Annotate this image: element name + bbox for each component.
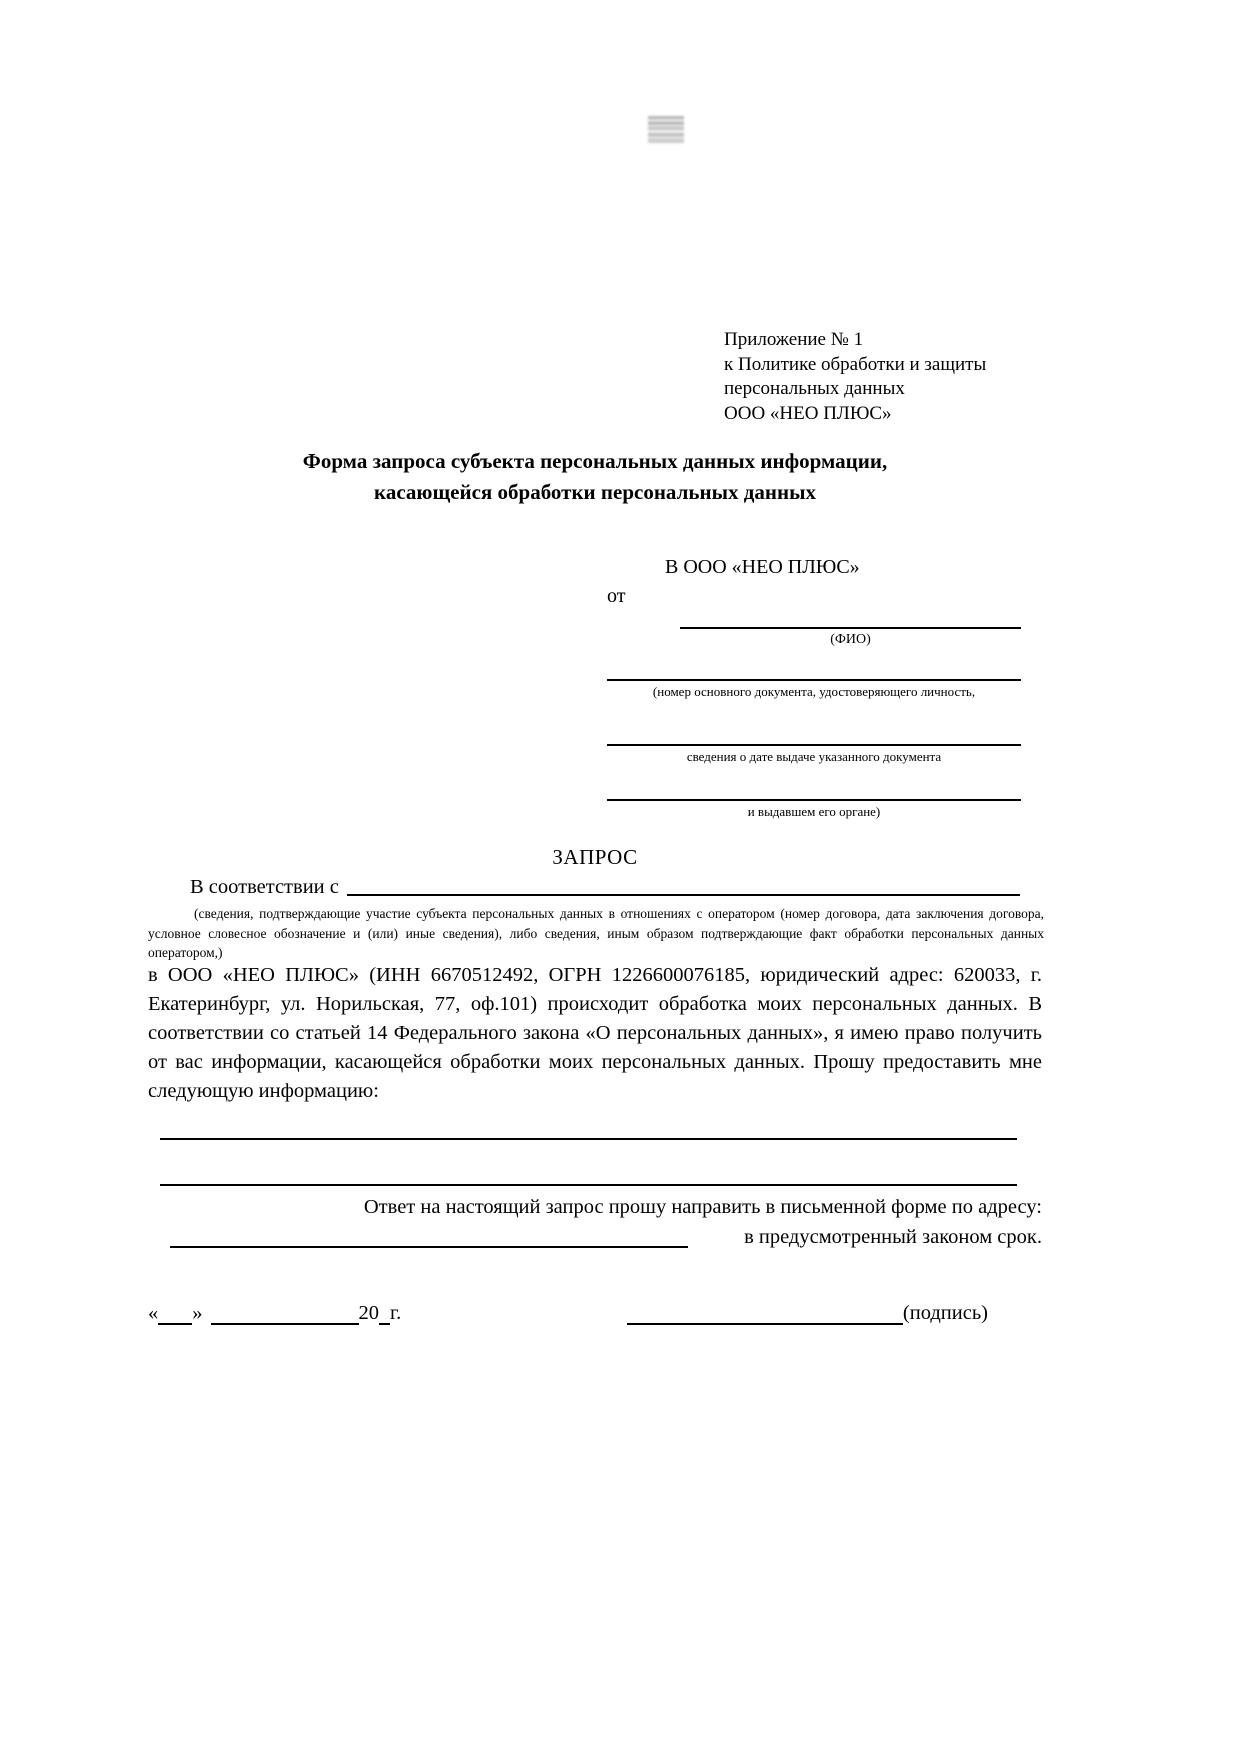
date-field xyxy=(148,1302,401,1325)
appendix-line: Приложение № 1 xyxy=(724,329,864,350)
appendix-block xyxy=(724,328,986,426)
addressee-block xyxy=(607,556,1021,820)
document-number-blank-line xyxy=(607,658,1021,681)
document-title-line2: касающейся обработки персональных данных xyxy=(374,480,816,504)
issuer-caption: и выдавшем его органе) xyxy=(747,804,881,819)
signature-row xyxy=(148,1302,988,1325)
document-title-line1: Форма запроса субъекта персональных данных информации, xyxy=(302,449,888,473)
blurred-logo-image xyxy=(648,116,684,143)
fio-blank-line xyxy=(680,609,1021,629)
answer-tail-text: в предусмотренный законом срок. xyxy=(744,1226,1042,1248)
issue-date-blank-line xyxy=(607,723,1021,746)
signature-field xyxy=(627,1302,988,1325)
year-blank-line xyxy=(379,1303,390,1325)
document-number-caption: (номер основного документа, удостоверяющего личность, xyxy=(652,684,976,699)
document-title xyxy=(148,446,1042,508)
addressee-to: В ООО «НЕО ПЛЮС» xyxy=(665,556,860,578)
answer-address-row xyxy=(148,1222,1042,1252)
information-blank-line-2 xyxy=(160,1184,1017,1186)
day-blank-line xyxy=(158,1303,192,1325)
appendix-line: персональных данных xyxy=(724,378,905,399)
request-intro-blank-line xyxy=(347,894,1020,896)
month-blank-line xyxy=(211,1303,359,1325)
issue-date-caption: сведения о дате выдаче указанного документа xyxy=(686,749,942,764)
request-heading: ЗАПРОС xyxy=(552,845,638,869)
request-intro-row xyxy=(148,876,1020,899)
request-footnote: (сведения, подтверждающие участие субъекта персональных данных в отношениях с оператором (номер договора, дата заключения договора, условное словесное обозначение и (или) иные сведения), либо сведения, иным образом подтверждающие факт обработки персональных данных оператором,) xyxy=(148,906,1044,960)
year-suffix: г. xyxy=(390,1302,402,1324)
appendix-line: ООО «НЕО ПЛЮС» xyxy=(724,402,892,424)
quote-open: « xyxy=(148,1302,159,1324)
information-blank-line-1 xyxy=(160,1138,1017,1140)
appendix-line: к Политике обработки и защиты xyxy=(724,353,987,375)
issuer-blank-line xyxy=(607,778,1021,801)
address-blank-line xyxy=(170,1246,688,1248)
request-intro-text: В соответствии с xyxy=(190,876,339,898)
year-prefix: 20 xyxy=(358,1302,379,1324)
answer-request-text: Ответ на настоящий запрос прошу направить в письменной форме по адресу: xyxy=(363,1196,1042,1218)
answer-block xyxy=(148,1192,1042,1252)
signature-blank-line xyxy=(627,1303,903,1325)
addressee-from-label: от xyxy=(607,585,626,607)
signature-caption: (подпись) xyxy=(902,1302,988,1324)
fio-caption: (ФИО) xyxy=(830,632,871,647)
quote-close: » xyxy=(192,1302,203,1324)
request-body-paragraph: в ООО «НЕО ПЛЮС» (ИНН 6670512492, ОГРН 1226600076185, юридический адрес: 620033, г. Екатеринбург, ул. Норильская, 77, оф.101) происходит обработка моих персональных данных. В соответствии со статьей 14 Федерального закона «О персональных данных», я имею право получить от вас информации, касающейся обработки моих персональных данных. Прошу предоставить мне следующую информацию: xyxy=(148,964,1042,1102)
